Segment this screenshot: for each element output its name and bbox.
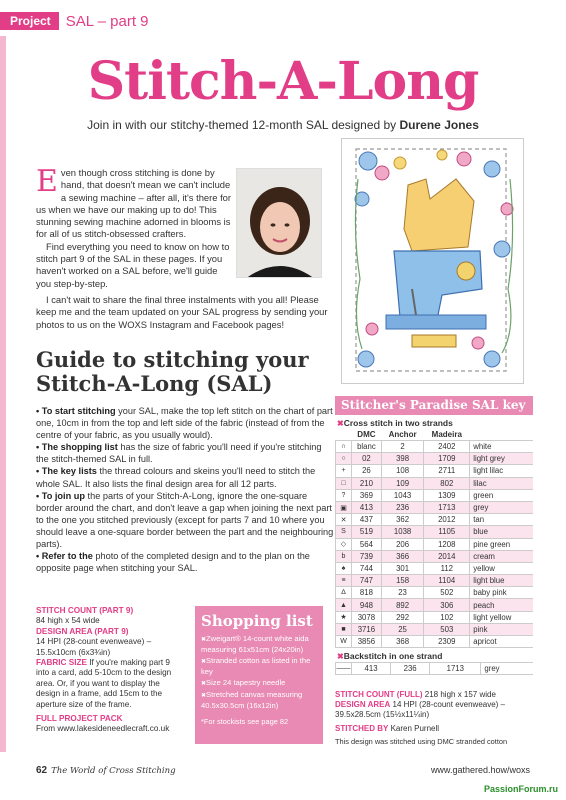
key-cell-anchor: 398 bbox=[381, 453, 424, 465]
key-row bbox=[336, 501, 534, 513]
key-cell-symbol: ★ bbox=[336, 611, 352, 623]
footer-left bbox=[36, 765, 176, 776]
key-cell-symbol: ✕ bbox=[336, 514, 352, 526]
full-design-area-label: DESIGN AREA bbox=[335, 700, 391, 710]
section-label: SAL – part 9 bbox=[65, 12, 149, 30]
key-cell-madeira: 1104 bbox=[424, 575, 470, 587]
shopping-item: ✖ Stretched canvas measuring 40.5x30.5cm (16x12in) bbox=[201, 690, 317, 711]
page-number: 62 bbox=[36, 765, 48, 776]
key-cell-anchor: 362 bbox=[381, 514, 424, 526]
key-cell-anchor: 368 bbox=[381, 636, 424, 648]
key-row bbox=[336, 636, 534, 648]
guide-item-lead: • To start stitching bbox=[36, 406, 116, 416]
key-cell-dmc: 3716 bbox=[352, 623, 382, 635]
key-row bbox=[336, 562, 534, 574]
key-cell-name: lilac bbox=[470, 477, 533, 489]
key-title: Stitcher's Paradise SAL key bbox=[335, 396, 533, 415]
full-stitch-count-value: 218 high x 157 wide bbox=[422, 690, 496, 699]
guide-item-lead: • The shopping list bbox=[36, 442, 118, 453]
key-cell-name: light grey bbox=[470, 453, 533, 465]
key-cell-dmc: 948 bbox=[352, 599, 382, 611]
key-cell-symbol: ? bbox=[336, 489, 352, 501]
design-area-label: DESIGN AREA (PART 9) bbox=[36, 626, 129, 636]
guide-heading bbox=[36, 348, 336, 396]
key-cell-madeira: 503 bbox=[424, 623, 470, 635]
key-cell-anchor: 2 bbox=[381, 441, 424, 453]
key-cell-dmc: 564 bbox=[352, 538, 382, 550]
key-cell-symbol: ▲ bbox=[336, 599, 352, 611]
guide-heading-line-1: Guide to stitching your bbox=[36, 347, 309, 372]
shopping-item: ✖ Zweigart® 14-count white aida measuring 61x51cm (24x20in) bbox=[201, 634, 317, 655]
designer-name: Durene Jones bbox=[399, 118, 479, 132]
key-cell-dmc: 413 bbox=[352, 501, 382, 513]
key-cell-madeira: 802 bbox=[424, 477, 470, 489]
key-cell-symbol: ○ bbox=[336, 453, 352, 465]
key-cell-anchor: 236 bbox=[381, 501, 424, 513]
key-cell-anchor: 109 bbox=[381, 477, 424, 489]
key-cell-madeira: 1713 bbox=[424, 501, 470, 513]
key-cell-dmc: blanc bbox=[352, 441, 382, 453]
key-cell-name: white bbox=[470, 441, 533, 453]
key-cell-symbol: ■ bbox=[336, 623, 352, 635]
key-cell-madeira: 2014 bbox=[424, 550, 470, 562]
key-cell-name: baby pink bbox=[470, 587, 533, 599]
fabric-size-value: If you're making part 9 into a card, add 5-10cm to the design area. Or, if you want to display the design in a frame, add 15cm to the aperture size of the frame. bbox=[36, 658, 172, 709]
stitched-by-value: Karen Purnell bbox=[388, 723, 440, 733]
key-cell-anchor: 1043 bbox=[381, 489, 424, 501]
guide-item bbox=[36, 405, 334, 441]
key-row bbox=[336, 441, 534, 453]
key-cell-name: light blue bbox=[470, 575, 533, 587]
project-pack-value[interactable]: From www.lakesideneedlecraft.co.uk bbox=[36, 724, 170, 734]
key-cell-madeira: 1713 bbox=[430, 663, 481, 675]
key-cell-name: yellow bbox=[470, 562, 533, 574]
shopping-list-title: Shopping list bbox=[201, 612, 313, 630]
key-cell-madeira: 1709 bbox=[424, 453, 470, 465]
publication-name: The World of Cross Stitching bbox=[51, 766, 176, 776]
key-cell-symbol: ∩ bbox=[336, 441, 352, 453]
backstitch-line-icon: —— bbox=[336, 663, 352, 675]
key-cell-anchor: 23 bbox=[381, 587, 424, 599]
key-cell-name: blue bbox=[470, 526, 533, 538]
key-cell-name: peach bbox=[470, 599, 533, 611]
guide-item-lead: • To join up bbox=[36, 490, 85, 501]
key-rows bbox=[336, 441, 534, 648]
key-cell-madeira: 1208 bbox=[424, 538, 470, 550]
fabric-size-label: FABRIC SIZE bbox=[36, 658, 87, 668]
key-cell-dmc: 818 bbox=[352, 587, 382, 599]
left-color-strip bbox=[0, 36, 6, 752]
backstitch-row bbox=[336, 663, 534, 675]
key-col-dmc: DMC bbox=[352, 429, 382, 441]
key-cell-dmc: 437 bbox=[352, 514, 382, 526]
key-cell-anchor: 108 bbox=[381, 465, 424, 477]
key-table bbox=[335, 429, 533, 648]
intro-paragraph-3-text: I can't wait to share the final three instalments with you all! Please keep me and the team updated on your SAL progress by sending your photos to us on the WOXS Instagram and Facebook pages! bbox=[36, 294, 328, 330]
footer-url[interactable]: www.gathered.how/woxs bbox=[430, 765, 530, 775]
guide-item bbox=[36, 490, 334, 550]
key-cell-dmc: 02 bbox=[352, 453, 382, 465]
key-cell-symbol: ◇ bbox=[336, 538, 352, 550]
key-cell-symbol: ∆ bbox=[336, 587, 352, 599]
key-cell-anchor: 892 bbox=[381, 599, 424, 611]
key-cell-symbol: ▣ bbox=[336, 501, 352, 513]
key-cell-dmc: 3856 bbox=[352, 636, 382, 648]
key-cell-madeira: 2012 bbox=[424, 514, 470, 526]
key-cell-dmc: 369 bbox=[352, 489, 382, 501]
key-cell-symbol: W bbox=[336, 636, 352, 648]
guide-item-lead: • The key lists bbox=[36, 466, 97, 477]
key-row bbox=[336, 599, 534, 611]
key-cell-madeira: 502 bbox=[424, 587, 470, 599]
drop-cap: E bbox=[36, 164, 58, 199]
thread-key bbox=[335, 396, 533, 675]
full-stitch-count bbox=[335, 690, 535, 700]
key-row bbox=[336, 465, 534, 477]
key-cell-name: green bbox=[470, 489, 533, 501]
watermark: PassionForum.ru bbox=[483, 784, 558, 794]
stitch-count-value: 84 high x 54 wide bbox=[36, 616, 100, 626]
key-cell-name: grey bbox=[470, 501, 533, 513]
guide-item-text: photo of the completed design and to the plan on the opposite page when stitching your SAL. bbox=[36, 551, 310, 574]
key-row bbox=[336, 550, 534, 562]
key-cell-name: pine green bbox=[470, 538, 533, 550]
key-row bbox=[336, 489, 534, 501]
part-stats bbox=[36, 606, 184, 735]
key-cell-anchor: 25 bbox=[381, 623, 424, 635]
key-row bbox=[336, 575, 534, 587]
backstitch-table bbox=[335, 662, 533, 675]
pattern-chart-image bbox=[341, 138, 524, 384]
guide-heading-line-2: Stitch-A-Long (SAL) bbox=[36, 371, 273, 396]
stitch-count-label: STITCH COUNT (PART 9) bbox=[36, 606, 134, 615]
key-cell-madeira: 1309 bbox=[424, 489, 470, 501]
shopping-list bbox=[201, 634, 317, 711]
stitched-by bbox=[335, 724, 535, 734]
key-cell-madeira: 306 bbox=[424, 599, 470, 611]
key-cell-madeira: 2402 bbox=[424, 441, 470, 453]
key-row bbox=[336, 538, 534, 550]
key-row bbox=[336, 587, 534, 599]
guide-item-text: has the size of fabric you'll need if you're stitching the stitch-themed SAL in full. bbox=[36, 442, 322, 465]
key-cell-dmc: 739 bbox=[352, 550, 382, 562]
key-cell-madeira: 1105 bbox=[424, 526, 470, 538]
key-cell-symbol: □ bbox=[336, 477, 352, 489]
key-cell-name: apricot bbox=[470, 636, 533, 648]
key-cell-symbol: b bbox=[336, 550, 352, 562]
cross-stitch-label: ✖ Cross stitch in two strands bbox=[337, 418, 533, 428]
full-design-area-value: 14 HPI (28-count evenweave) – 39.5x28.5cm (15½x11¼in) bbox=[335, 700, 505, 720]
page-title: Stitch-A-Long bbox=[87, 51, 479, 112]
guide-item-text: the parts of your Stitch-A-Long, ignore the one-square border around the chart, and don't leave a gap when joining the next part to the one you stitched previously (except for parts 7 and 10 where you should leave a one-square border between the part and the neighbouring parts). bbox=[36, 490, 334, 550]
key-cell-symbol: ≡ bbox=[336, 575, 352, 587]
key-cell-anchor: 366 bbox=[381, 550, 424, 562]
key-col-madeira: Madeira bbox=[424, 429, 470, 441]
stitched-by-label: STITCHED BY bbox=[335, 723, 389, 733]
intro-paragraph-2: Find everything you need to know on how to stitch part 9 of the SAL in these pages. If you haven't worked on a SAL before, we'll guide you step-by-step. bbox=[36, 240, 230, 289]
key-cell-name: light yellow bbox=[470, 611, 533, 623]
guide-item bbox=[36, 441, 334, 465]
key-cell-madeira: 2711 bbox=[424, 465, 470, 477]
subtitle bbox=[0, 118, 566, 132]
shopping-item: ✖ Stranded cotton as listed in the key bbox=[201, 656, 317, 677]
key-cell-anchor: 158 bbox=[381, 575, 424, 587]
designer-photo bbox=[236, 168, 322, 278]
key-col-symbol bbox=[336, 429, 352, 441]
key-cell-dmc: 3078 bbox=[352, 611, 382, 623]
key-cell-symbol: S bbox=[336, 526, 352, 538]
key-cell-dmc: 413 bbox=[352, 663, 391, 675]
backstitch-label: ✖ Backstitch in one strand bbox=[337, 651, 533, 661]
key-row bbox=[336, 526, 534, 538]
key-cell-madeira: 112 bbox=[424, 562, 470, 574]
fabric-size bbox=[36, 658, 184, 710]
key-cell-madeira: 2309 bbox=[424, 636, 470, 648]
key-cell-name: pink bbox=[470, 623, 533, 635]
dmc-note: This design was stitched using DMC stranded cotton bbox=[335, 736, 508, 746]
key-cell-name: tan bbox=[470, 514, 533, 526]
project-pack-label: FULL PROJECT PACK bbox=[36, 714, 123, 724]
key-cell-name: cream bbox=[470, 550, 533, 562]
key-cell-anchor: 1038 bbox=[381, 526, 424, 538]
intro-paragraph-1: ven though cross stitching is done by hand, that doesn't mean we can't include a sewing machine – after all, it's there for us when we have our making up to do! This stunning sewing machine adorned in blooms is for all of us stitch-obsessed crafters. bbox=[36, 167, 232, 240]
key-row bbox=[336, 514, 534, 526]
key-cell-anchor: 301 bbox=[381, 562, 424, 574]
guide-item-lead: • Refer to the bbox=[36, 551, 93, 562]
page-footer bbox=[36, 765, 530, 776]
key-row bbox=[336, 477, 534, 489]
header-bar bbox=[0, 10, 149, 32]
key-cell-dmc: 747 bbox=[352, 575, 382, 587]
guide-item-text: the thread colours and skeins you'll need to stitch the whole SAL. It also lists the final design area for all 12 parts. bbox=[36, 466, 316, 489]
shopping-list-panel bbox=[195, 606, 323, 744]
guide-item-text: your SAL, make the top left stitch on the chart of part one, 10cm in from the top and left side of the fabric (instead of from the centre of your fabric, as you usually would). bbox=[36, 406, 333, 441]
key-cell-symbol: + bbox=[336, 465, 352, 477]
key-row bbox=[336, 623, 534, 635]
full-design-area bbox=[335, 700, 535, 720]
key-cell-anchor: 206 bbox=[381, 538, 424, 550]
key-row bbox=[336, 453, 534, 465]
key-cell-dmc: 210 bbox=[352, 477, 382, 489]
key-cell-name: grey bbox=[481, 663, 533, 675]
key-cell-symbol: ♠ bbox=[336, 562, 352, 574]
guide-item bbox=[36, 465, 334, 489]
intro-paragraph-3 bbox=[36, 294, 336, 331]
guide-item bbox=[36, 550, 334, 574]
guide-list bbox=[36, 405, 334, 574]
full-stitch-count-label: STITCH COUNT (FULL) bbox=[335, 690, 423, 699]
design-area-value: 14 HPI (28-count evenweave) – 15.5x10cm (6x3¾in) bbox=[36, 637, 152, 657]
key-col-anchor: Anchor bbox=[381, 429, 424, 441]
key-cell-dmc: 744 bbox=[352, 562, 382, 574]
stockists-note: *For stockists see page 82 bbox=[201, 717, 289, 726]
key-cell-dmc: 519 bbox=[352, 526, 382, 538]
key-cell-dmc: 26 bbox=[352, 465, 382, 477]
key-col-name bbox=[470, 429, 533, 441]
key-cell-anchor: 292 bbox=[381, 611, 424, 623]
project-tab[interactable]: Project bbox=[0, 12, 59, 30]
key-row bbox=[336, 611, 534, 623]
shopping-item: ✖ Size 24 tapestry needle bbox=[201, 678, 317, 689]
subtitle-text: Join in with our stitchy-themed 12-month SAL designed by bbox=[87, 118, 400, 132]
full-stats bbox=[335, 690, 535, 747]
key-cell-name: light lilac bbox=[470, 465, 533, 477]
key-cell-anchor: 236 bbox=[391, 663, 430, 675]
key-cell-madeira: 102 bbox=[424, 611, 470, 623]
